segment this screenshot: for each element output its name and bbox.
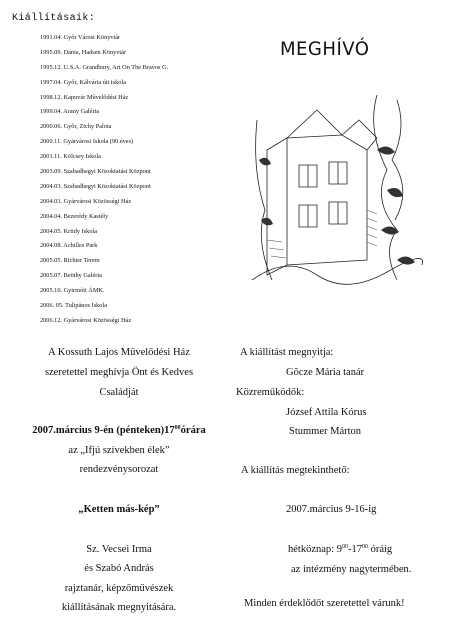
viewable-label: A kiállítás megtekinthető: [241, 465, 350, 476]
exhibition-item: 1999.04. Arany Galéria [40, 108, 100, 116]
exhibition-item: 2001.11. Kölcsey Iskola [40, 153, 101, 161]
exhibition-item: 2004.08. Achilles Park [40, 242, 98, 250]
exhibition-item: 2005.05. Richter Terem [40, 257, 100, 265]
exhibition-item: 2004.03. Szabadhegyi Közoktatási Központ [40, 182, 151, 190]
series-name: az „Ifjú szívekben élek” [68, 445, 170, 456]
opener-label: A kiállítást megnyitja: [240, 347, 334, 358]
weekday-hours: hétköznap: $9^{00}-17^{00}$ óráig [288, 544, 393, 555]
closing-line: kiállításának megnyitására. [61, 602, 177, 613]
exhibition-item: 2000.11. Gyárvárosi Iskola (90.éves) [40, 138, 134, 146]
host-line: A Kossuth Lajos Művelődési Ház [48, 347, 190, 358]
contributor-2: Stummer Márton [289, 426, 362, 437]
exhibitions-heading: Kiállításaik: [12, 13, 96, 24]
exhibition-item: 1995.12. U.S.A. Grandbury, Art On The Bravos G. [40, 63, 169, 71]
event-date: 2007.március 9-én $(pénteken)17^{00}órára$ [32, 425, 206, 436]
invite-line: szeretettel meghívja Önt és Kedves [44, 367, 194, 378]
venue-line: az intézmény nagytermében. [291, 564, 412, 575]
exhibition-item: 2006.12. Gyárvárosi Közösségi Ház [40, 316, 132, 324]
invitation-title: MEGHÍVÓ [280, 38, 370, 60]
contributors-label: Közreműködők: [236, 387, 305, 398]
exhibition-item: 1991.04. Győr Városi Könyvtár [40, 34, 121, 41]
exhibition-item: 1995.09. Dánia, Hadsen Könyvtár [40, 48, 127, 56]
welcome-line: Minden érdeklődőt szeretettel várunk! [244, 598, 405, 609]
opener-name: Gõcze Mária tanár [286, 367, 365, 378]
house-sketch-illustration [247, 90, 423, 286]
artist-1: Sz. Vecsei Irma [86, 544, 152, 555]
viewable-dates: 2007.március 9-16-ig [286, 504, 377, 515]
show-title: „Ketten más-kép” [78, 504, 160, 515]
exhibition-item: 2005.10. Gyirmóti ÁMK. [40, 287, 105, 295]
family-line: Családját [99, 387, 139, 398]
exhibition-item: 2000.06. Győr, Zichy Palota [40, 123, 112, 131]
exhibition-item: 2004.05. Kriidy Iskola [40, 227, 98, 235]
artist-2: és Szabó András [84, 563, 154, 574]
exhibition-item: 1997.04. Győr, Kálvária úti iskola [40, 78, 126, 86]
exhibition-item: 2004.03. Gyárvárosi Közösségi Ház [40, 197, 132, 205]
exhibition-item: 2004.04. Bezerédy Kastély [40, 212, 109, 220]
series-label: rendezvénysorozat [79, 464, 159, 475]
exhibition-item: 2005.07. Beöthy Galéria [40, 272, 102, 280]
exhibition-item: 2003.09. Szabadhegyi Közoktatási Központ [40, 168, 151, 176]
exhibition-item: 2006. 05. Tulipános Iskola [40, 302, 107, 310]
exhibitions-list [40, 31, 168, 329]
exhibition-item: 1998.12. Kapuvár Művelődési Ház [40, 93, 129, 101]
artist-profession: rajztanár, képzőművészek [64, 583, 174, 594]
contributor-1: József Attila Kórus [286, 407, 367, 418]
